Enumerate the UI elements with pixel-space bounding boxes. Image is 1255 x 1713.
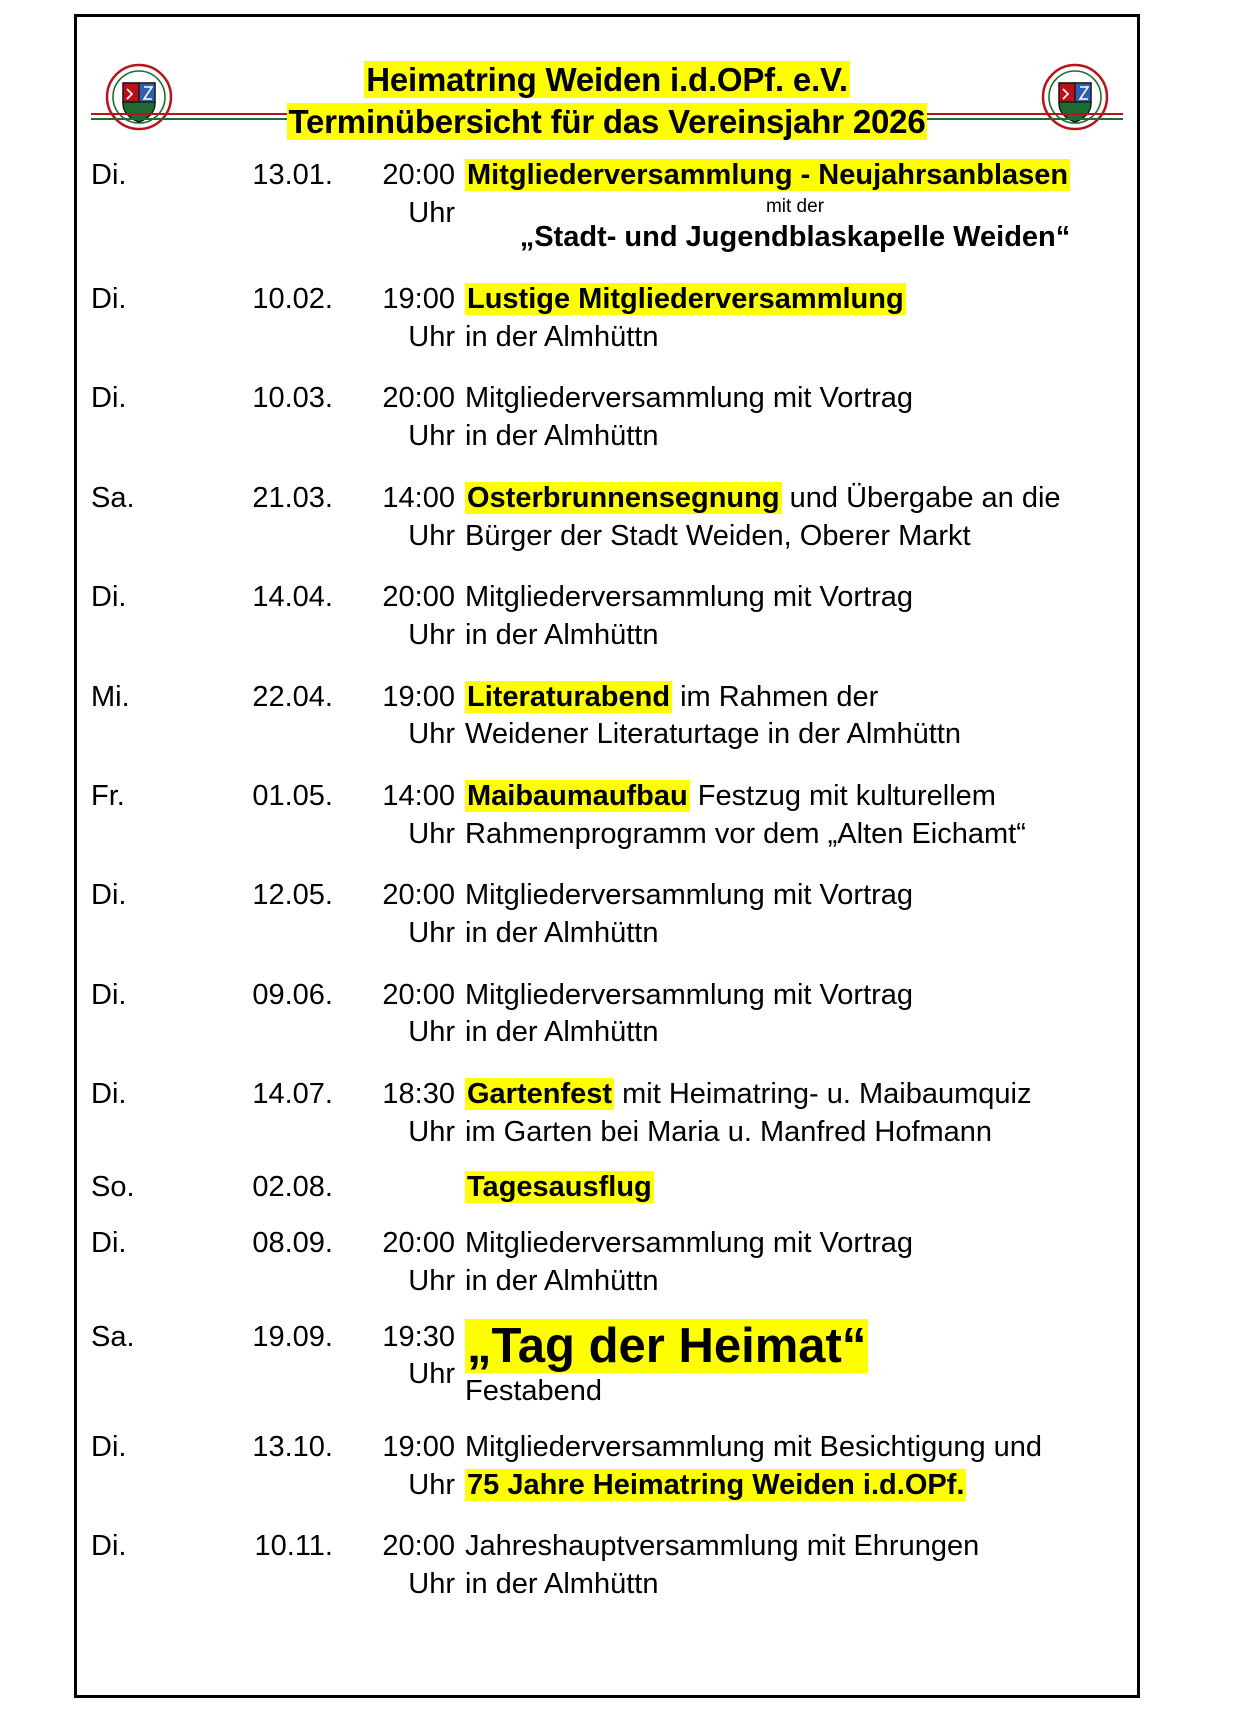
schedule-row <box>77 776 1137 853</box>
row-spacer <box>77 456 1137 478</box>
event-description-line <box>465 1076 1125 1114</box>
event-weekday: Sa. <box>91 481 135 514</box>
event-description-line <box>465 1225 1125 1263</box>
event-description-text: in der Almhüttn <box>465 1016 659 1049</box>
event-description-text: Gartenfest <box>467 1078 613 1111</box>
row-spacer <box>77 1301 1137 1317</box>
event-description-line <box>465 816 1125 854</box>
event-description-line <box>465 157 1125 195</box>
event-description-line <box>465 518 1125 556</box>
event-date: 10.03. <box>252 382 333 415</box>
event-date: 22.04. <box>252 680 333 713</box>
event-description-line <box>465 1566 1125 1604</box>
event-description-text: Osterbrunnensegnung <box>467 481 780 514</box>
event-weekday: Mi. <box>91 680 130 713</box>
event-time: 14:00 Uhr <box>382 779 455 850</box>
event-description <box>465 1427 1125 1504</box>
row-spacer <box>77 853 1137 875</box>
event-description-line <box>465 1467 1125 1505</box>
row-spacer <box>77 655 1137 677</box>
event-description-line <box>465 319 1125 357</box>
event-description-suffix: Festzug mit kulturellem <box>689 779 996 812</box>
event-description-text: Mitgliederversammlung mit Vortrag <box>465 879 914 912</box>
event-description <box>465 478 1125 555</box>
row-spacer <box>77 555 1137 577</box>
row-spacer <box>77 1504 1137 1526</box>
event-time: 20:00 Uhr <box>382 382 455 453</box>
event-description-line <box>465 1528 1125 1566</box>
event-description <box>465 1074 1125 1151</box>
event-description <box>465 1317 1125 1412</box>
event-description-line <box>465 915 1125 953</box>
schedule-row <box>77 1223 1137 1300</box>
event-description-line <box>465 1169 1125 1207</box>
event-description-line <box>465 480 1125 518</box>
row-spacer <box>77 953 1137 975</box>
event-time: 19:00 Uhr <box>382 283 455 353</box>
event-description-line <box>465 716 1125 754</box>
event-description-line <box>465 617 1125 655</box>
event-description <box>465 1526 1125 1603</box>
event-description-text: „Stadt- und Jugendblaskapelle Weiden“ <box>519 221 1071 254</box>
event-description-text: Lustige Mitgliederversammlung <box>467 283 904 316</box>
schedule-row <box>77 1167 1137 1207</box>
event-time: 20:00 Uhr <box>382 1530 455 1601</box>
event-date: 14.07. <box>252 1078 333 1111</box>
document-header <box>77 17 1137 149</box>
event-description-line <box>465 977 1125 1015</box>
event-description-text: Mitgliederversammlung mit Vortrag <box>465 978 914 1011</box>
event-description-suffix: mit Heimatring- u. Maibaumquiz <box>614 1078 1032 1111</box>
event-weekday: So. <box>91 1171 135 1204</box>
event-date: 19.09. <box>252 1320 333 1353</box>
event-time: 20:00 Uhr <box>382 581 455 651</box>
schedule-rows <box>77 149 1137 1604</box>
event-description-line <box>465 380 1125 418</box>
event-description-line <box>465 1319 1125 1374</box>
event-date: 21.03. <box>252 481 333 514</box>
row-spacer <box>77 754 1137 776</box>
event-date: 14.04. <box>252 581 333 614</box>
event-description-text: Maibaumaufbau <box>467 779 688 812</box>
row-spacer <box>77 1151 1137 1167</box>
event-time <box>333 1167 465 1169</box>
event-weekday: Di. <box>91 283 127 316</box>
event-weekday: Di. <box>91 978 127 1011</box>
event-date: 02.08. <box>252 1171 333 1204</box>
event-time: 18:30 Uhr <box>382 1078 455 1148</box>
event-description-text: Festabend <box>465 1375 603 1408</box>
event-description-text: Jahreshauptversammlung mit Ehrungen <box>465 1530 980 1563</box>
event-description-text: Mitgliederversammlung mit Vortrag <box>465 1227 914 1260</box>
page-title-line-1: Heimatring Weiden i.d.OPf. e.V. <box>366 61 848 98</box>
schedule-row <box>77 875 1137 952</box>
event-weekday: Di. <box>91 1078 127 1111</box>
event-weekday: Di. <box>91 1530 127 1563</box>
event-description-text: mit der <box>765 195 825 217</box>
event-time: 20:00 Uhr <box>382 159 455 229</box>
row-spacer <box>77 1052 1137 1074</box>
event-description <box>465 875 1125 952</box>
event-date: 10.02. <box>252 283 333 316</box>
event-date: 08.09. <box>252 1227 333 1260</box>
event-description-text: Literaturabend <box>467 680 671 713</box>
schedule-row <box>77 155 1137 257</box>
event-description-line <box>465 219 1125 257</box>
event-description-text: „Tag der Heimat“ <box>467 1318 867 1373</box>
row-spacer <box>77 1411 1137 1427</box>
page-title-line-2: Terminübersicht für das Vereinsjahr 2026 <box>288 103 926 141</box>
event-time: 19:30 Uhr <box>382 1320 455 1391</box>
event-weekday: Di. <box>91 879 127 912</box>
event-description <box>465 577 1125 654</box>
event-description-line <box>465 778 1125 816</box>
event-date: 09.06. <box>252 978 333 1011</box>
schedule-row <box>77 378 1137 455</box>
event-weekday: Di. <box>91 382 127 415</box>
event-description-text: in der Almhüttn <box>465 320 659 353</box>
event-description-text: Weidener Literaturtage in der Almhüttn <box>465 718 961 751</box>
event-description <box>465 776 1125 853</box>
event-description <box>465 378 1125 455</box>
event-description-line <box>465 195 1125 220</box>
event-time: 19:00 Uhr <box>382 1431 455 1501</box>
event-description-line <box>465 679 1125 717</box>
event-description <box>465 279 1125 356</box>
event-description-line <box>465 1263 1125 1301</box>
event-weekday: Di. <box>91 581 127 614</box>
event-time: 14:00 Uhr <box>382 481 455 552</box>
event-description-text: Mitgliederversammlung mit Besichtigung und <box>465 1431 1043 1464</box>
schedule-row <box>77 577 1137 654</box>
event-description-line <box>465 281 1125 319</box>
event-description-text: Rahmenprogramm vor dem „Alten Eichamt“ <box>465 817 1026 850</box>
event-description <box>465 975 1125 1052</box>
event-description-line <box>465 1429 1125 1467</box>
event-description-text: in der Almhüttn <box>465 420 659 453</box>
row-spacer <box>77 1207 1137 1223</box>
event-date: 12.05. <box>252 879 333 912</box>
event-description-text: in der Almhüttn <box>465 1568 659 1601</box>
schedule-row <box>77 677 1137 754</box>
event-description-text: Tagesausflug <box>467 1171 652 1204</box>
event-description-line <box>465 1014 1125 1052</box>
event-description-suffix: und Übergabe an die <box>781 481 1061 514</box>
event-description-line <box>465 877 1125 915</box>
event-description-text: Bürger der Stadt Weiden, Oberer Markt <box>465 519 971 552</box>
page-title <box>77 59 1137 143</box>
event-weekday: Di. <box>91 1227 127 1260</box>
event-description-text: Mitgliederversammlung mit Vortrag <box>465 382 914 415</box>
event-description <box>465 677 1125 754</box>
event-date: 10.11. <box>254 1530 333 1563</box>
event-description-text: Mitgliederversammlung - Neujahrsanblasen <box>467 159 1069 191</box>
event-date: 13.01. <box>252 159 333 191</box>
schedule-row <box>77 1526 1137 1603</box>
event-weekday: Fr. <box>91 779 125 812</box>
event-description <box>465 155 1125 257</box>
event-weekday: Di. <box>91 1431 127 1464</box>
event-date: 13.10. <box>252 1431 333 1464</box>
event-time: 20:00 Uhr <box>382 879 455 949</box>
schedule-row <box>77 1427 1137 1504</box>
row-spacer <box>77 257 1137 279</box>
event-description <box>465 1223 1125 1300</box>
event-description-text: in der Almhüttn <box>465 917 659 949</box>
event-time: 20:00 Uhr <box>382 1227 455 1297</box>
schedule-row <box>77 279 1137 356</box>
schedule-row <box>77 975 1137 1052</box>
event-description-line <box>465 579 1125 617</box>
schedule-row <box>77 478 1137 555</box>
event-time: 19:00 Uhr <box>382 680 455 751</box>
schedule-document <box>74 14 1140 1698</box>
schedule-row <box>77 1074 1137 1151</box>
row-spacer <box>77 356 1137 378</box>
event-weekday: Sa. <box>91 1320 135 1353</box>
event-description-text: 75 Jahre Heimatring Weiden i.d.OPf. <box>467 1468 965 1501</box>
event-time: 20:00 Uhr <box>382 978 455 1049</box>
event-description-text: in der Almhüttn <box>465 1264 659 1297</box>
event-description-text: Mitgliederversammlung mit Vortrag <box>465 581 914 614</box>
schedule-row <box>77 1317 1137 1412</box>
event-description-line <box>465 1373 1125 1411</box>
event-weekday: Di. <box>91 159 127 191</box>
event-description-suffix: im Rahmen der <box>672 680 879 713</box>
event-description-line <box>465 1114 1125 1152</box>
event-date: 01.05. <box>252 779 333 812</box>
event-description-line <box>465 418 1125 456</box>
event-description-text: im Garten bei Maria u. Manfred Hofmann <box>465 1115 993 1148</box>
event-description <box>465 1167 1125 1207</box>
event-description-text: in der Almhüttn <box>465 618 659 651</box>
